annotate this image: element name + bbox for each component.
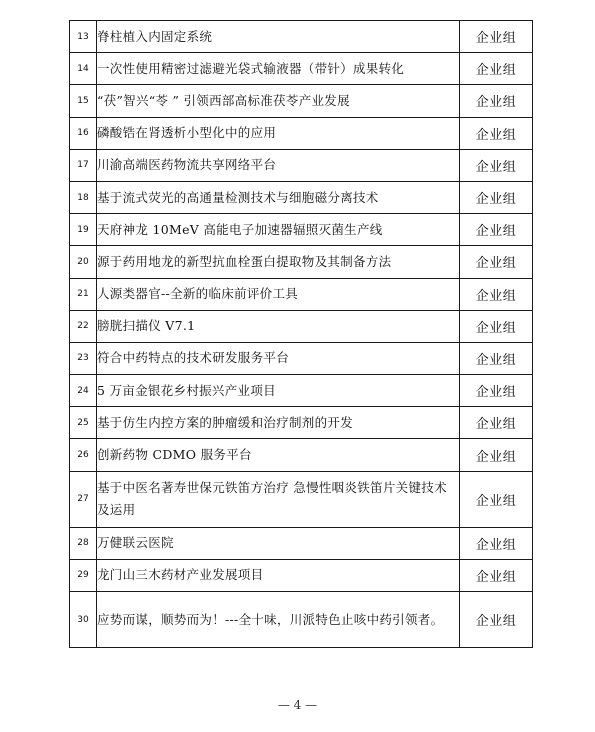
- table-row: [70, 592, 533, 648]
- project-name: 万健联云医院: [97, 527, 460, 559]
- group-label: 企业组: [460, 559, 533, 591]
- row-number: 24: [70, 375, 97, 407]
- group-label: 企业组: [460, 375, 533, 407]
- group-label: 企业组: [460, 527, 533, 559]
- project-name: 一次性使用精密过滤避光袋式输液器（带针）成果转化: [97, 53, 460, 85]
- row-number: 17: [70, 149, 97, 181]
- group-label: 企业组: [460, 21, 533, 53]
- group-label: 企业组: [460, 439, 533, 471]
- project-name: 基于仿生内控方案的肿瘤缓和治疗制剂的开发: [97, 407, 460, 439]
- project-name: 应势而谋，顺势而为！---全十味，川派特色止咳中药引领者。: [97, 592, 460, 648]
- group-label: 企业组: [460, 278, 533, 310]
- table-row: [70, 471, 533, 527]
- group-label: 企业组: [460, 53, 533, 85]
- project-name: 源于药用地龙的新型抗血栓蛋白提取物及其制备方法: [97, 246, 460, 278]
- table-row: [70, 278, 533, 310]
- row-number: 20: [70, 246, 97, 278]
- row-number: 27: [70, 471, 97, 527]
- row-number: 19: [70, 214, 97, 246]
- row-number: 14: [70, 53, 97, 85]
- row-number: 13: [70, 21, 97, 53]
- row-number: 26: [70, 439, 97, 471]
- project-name: 脊柱植入内固定系统: [97, 21, 460, 53]
- project-name: 符合中药特点的技术研发服务平台: [97, 342, 460, 374]
- project-name: 膀胱扫描仪 V7.1: [97, 310, 460, 342]
- table-row: [70, 85, 533, 117]
- table-row: [70, 21, 533, 53]
- row-number: 18: [70, 181, 97, 213]
- table-row: [70, 439, 533, 471]
- table-row: [70, 527, 533, 559]
- project-name: 磷酸锆在肾透析小型化中的应用: [97, 117, 460, 149]
- group-label: 企业组: [460, 471, 533, 527]
- project-name: “茯”智兴“苓 ” 引领西部高标准茯苓产业发展: [97, 85, 460, 117]
- project-name: 基于流式荧光的高通量检测技术与细胞磁分离技术: [97, 181, 460, 213]
- project-name: 川渝高端医药物流共享网络平台: [97, 149, 460, 181]
- row-number: 21: [70, 278, 97, 310]
- table-row: [70, 407, 533, 439]
- group-label: 企业组: [460, 117, 533, 149]
- group-label: 企业组: [460, 181, 533, 213]
- table-row: [70, 246, 533, 278]
- awards-table-container: [69, 20, 529, 648]
- project-name: 龙门山三木药材产业发展项目: [97, 559, 460, 591]
- group-label: 企业组: [460, 342, 533, 374]
- row-number: 28: [70, 527, 97, 559]
- project-name: 创新药物 CDMO 服务平台: [97, 439, 460, 471]
- table-row: [70, 117, 533, 149]
- group-label: 企业组: [460, 214, 533, 246]
- group-label: 企业组: [460, 407, 533, 439]
- row-number: 29: [70, 559, 97, 591]
- group-label: 企业组: [460, 246, 533, 278]
- awards-table-body: [70, 21, 533, 648]
- table-row: [70, 214, 533, 246]
- group-label: 企业组: [460, 149, 533, 181]
- row-number: 22: [70, 310, 97, 342]
- table-row: [70, 53, 533, 85]
- project-name: 基于中医名著寿世保元铁笛方治疗 急慢性咽炎铁笛片关键技术及运用: [97, 471, 460, 527]
- row-number: 25: [70, 407, 97, 439]
- table-row: [70, 559, 533, 591]
- row-number: 15: [70, 85, 97, 117]
- group-label: 企业组: [460, 592, 533, 648]
- project-name: 5 万亩金银花乡村振兴产业项目: [97, 375, 460, 407]
- table-row: [70, 342, 533, 374]
- project-name: 人源类器官--全新的临床前评价工具: [97, 278, 460, 310]
- group-label: 企业组: [460, 85, 533, 117]
- row-number: 30: [70, 592, 97, 648]
- awards-table: [69, 20, 533, 648]
- table-row: [70, 310, 533, 342]
- group-label: 企业组: [460, 310, 533, 342]
- table-row: [70, 149, 533, 181]
- row-number: 23: [70, 342, 97, 374]
- project-name: 天府神龙 10MeV 高能电子加速器辐照灭菌生产线: [97, 214, 460, 246]
- table-row: [70, 375, 533, 407]
- row-number: 16: [70, 117, 97, 149]
- table-row: [70, 181, 533, 213]
- page-number: — 4 —: [277, 698, 318, 712]
